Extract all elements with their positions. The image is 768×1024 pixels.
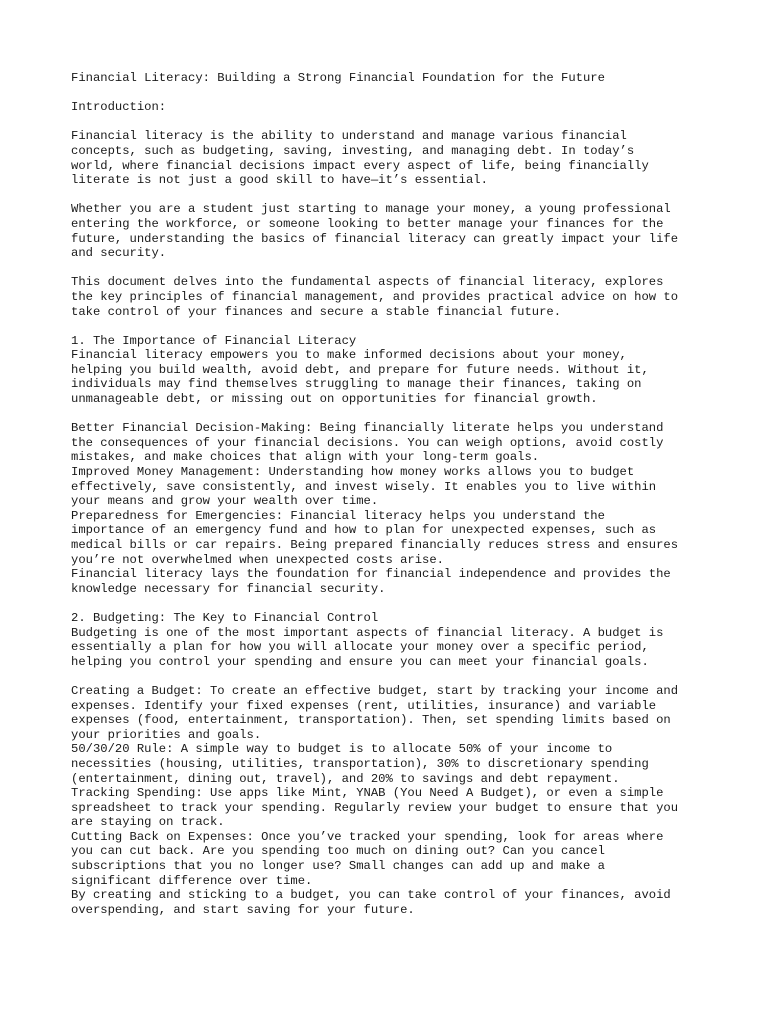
text-line: spreadsheet to track your spending. Regularly review your budget to ensure that you — [71, 800, 679, 815]
text-line: knowledge necessary for financial security. — [71, 581, 386, 596]
text-line: helping you control your spending and ensure you can meet your financial goals. — [71, 654, 649, 669]
text-line: By creating and sticking to a budget, you can take control of your finances, avoid — [71, 888, 671, 903]
section-1-paragraph-2 — [71, 421, 711, 596]
text-line: take control of your finances and secure a stable financial future. — [71, 304, 562, 319]
intro-paragraph-1 — [71, 129, 711, 187]
intro-paragraph-3 — [71, 275, 711, 319]
text-line: mistakes, and make choices that align with your long-term goals. — [71, 450, 540, 465]
spacer — [71, 115, 711, 130]
text-line: necessities (housing, utilities, transportation), 30% to discretionary spending — [71, 756, 649, 771]
text-line: This document delves into the fundamental aspects of financial literacy, explores — [71, 275, 664, 290]
text-line: expenses (food, entertainment, transportation). Then, set spending limits based on — [71, 713, 671, 728]
text-line: Financial literacy lays the foundation for financial independence and provides the — [71, 567, 671, 582]
document-body — [71, 71, 711, 917]
text-line: your means and grow your wealth over time. — [71, 494, 379, 509]
text-line: the consequences of your financial decisions. You can weigh options, avoid costly — [71, 435, 664, 450]
text-line: you can cut back. Are you spending too much on dining out? Can you cancel — [71, 844, 605, 859]
text-line: significant difference over time. — [71, 873, 313, 888]
text-line: individuals may find themselves struggling to manage their finances, taking on — [71, 377, 642, 392]
text-line: Budgeting is one of the most important aspects of financial literacy. A budget is — [71, 625, 664, 640]
text-line: and security. — [71, 246, 167, 261]
text-line: the key principles of financial management, and provides practical advice on how to — [71, 289, 679, 304]
section-1-paragraph-1 — [71, 348, 711, 406]
text-line: Better Financial Decision-Making: Being financially literate helps you understand — [71, 421, 664, 436]
text-line: literate is not just a good skill to have—it’s essential. — [71, 173, 488, 188]
text-line: overspending, and start saving for your future. — [71, 902, 415, 917]
text-line: expenses. Identify your fixed expenses (rent, utilities, insurance) and variable — [71, 698, 657, 713]
spacer — [71, 596, 711, 611]
spacer — [71, 188, 711, 203]
text-line: Tracking Spending: Use apps like Mint, YNAB (You Need A Budget), or even a simple — [71, 786, 664, 801]
text-line: entering the workforce, or someone looking to better manage your finances for the — [71, 216, 664, 231]
text-line: subscriptions that you no longer use? Small changes can add up and make a — [71, 859, 605, 874]
text-line: world, where financial decisions impact every aspect of life, being financially — [71, 158, 649, 173]
text-line: essentially a plan for how you will allocate your money over a specific period, — [71, 640, 649, 655]
text-line: Improved Money Management: Understanding how money works allows you to budget — [71, 465, 635, 480]
text-line: your priorities and goals. — [71, 727, 262, 742]
spacer — [71, 669, 711, 684]
section-1-heading: 1. The Importance of Financial Literacy — [71, 333, 357, 348]
section-2-heading: 2. Budgeting: The Key to Financial Control — [71, 610, 379, 625]
spacer — [71, 86, 711, 101]
text-line: Financial literacy is the ability to understand and manage various financial — [71, 129, 627, 144]
text-line: future, understanding the basics of financial literacy can greatly impact your life — [71, 231, 679, 246]
text-line: importance of an emergency fund and how to plan for unexpected expenses, such as — [71, 523, 657, 538]
section-2-paragraph-1 — [71, 626, 711, 670]
text-line: medical bills or car repairs. Being prepared financially reduces stress and ensures — [71, 538, 679, 552]
document-title: Financial Literacy: Building a Strong Financial Foundation for the Future — [71, 71, 605, 85]
spacer — [71, 319, 711, 334]
intro-heading: Introduction: — [71, 100, 167, 115]
text-line: you’re not overwhelmed when unexpected costs arise. — [71, 552, 444, 567]
text-line: unmanageable debt, or missing out on opportunities for financial growth. — [71, 392, 598, 407]
text-line: effectively, save consistently, and invest wisely. It enables you to live within — [71, 479, 657, 494]
text-line: are staying on track. — [71, 815, 225, 830]
text-line: Financial literacy empowers you to make informed decisions about your money, — [71, 348, 627, 363]
text-line: Whether you are a student just starting to manage your money, a young professional — [71, 202, 671, 217]
text-line: helping you build wealth, avoid debt, and prepare for future needs. Without it, — [71, 362, 649, 377]
text-line: Cutting Back on Expenses: Once you’ve tracked your spending, look for areas where — [71, 829, 664, 844]
text-line: Creating a Budget: To create an effective budget, start by tracking your income and — [71, 683, 679, 698]
spacer — [71, 261, 711, 276]
text-line: 50/30/20 Rule: A simple way to budget is to allocate 50% of your income to — [71, 742, 613, 757]
intro-paragraph-2 — [71, 202, 711, 260]
spacer — [71, 407, 711, 422]
section-2-paragraph-2 — [71, 684, 711, 918]
text-line: (entertainment, dining out, travel), and 20% to savings and debt repayment. — [71, 771, 620, 786]
text-line: concepts, such as budgeting, saving, investing, and managing debt. In today’s — [71, 143, 635, 158]
text-line: Preparedness for Emergencies: Financial literacy helps you understand the — [71, 508, 605, 523]
